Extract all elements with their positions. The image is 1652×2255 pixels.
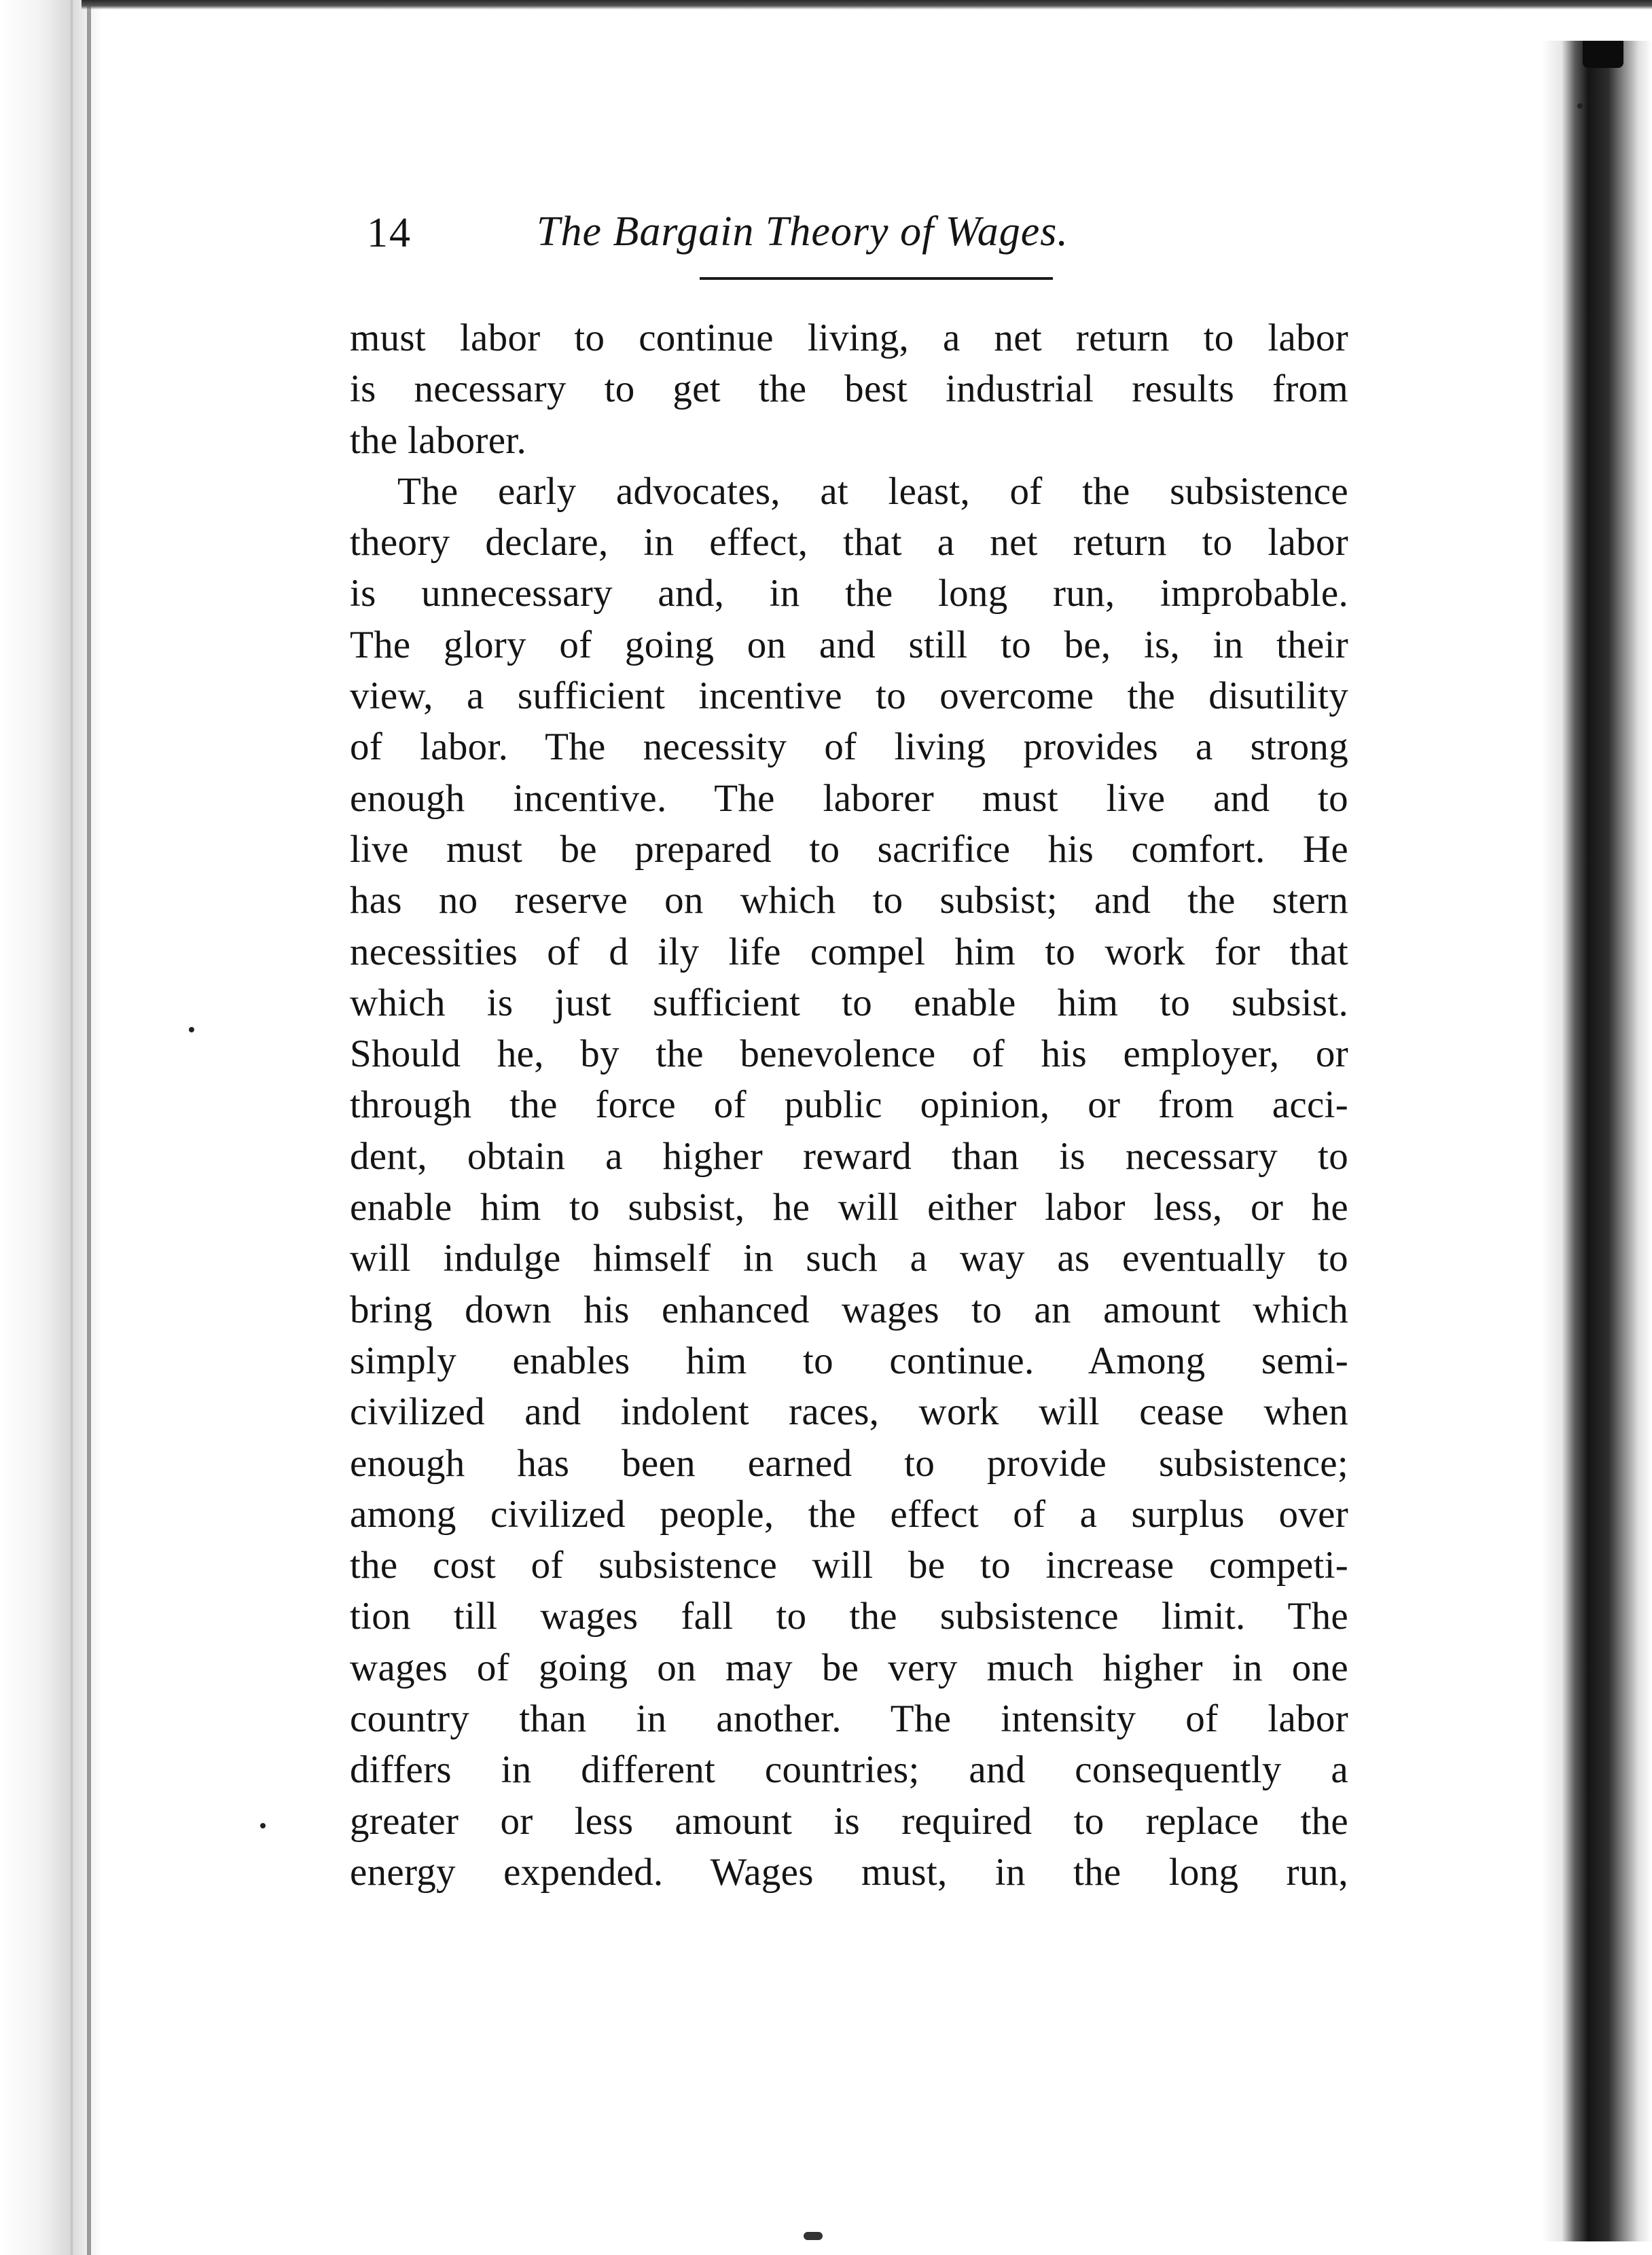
text-line: the cost of subsistence will be to increase competi- [350, 1544, 1348, 1587]
scan-top-edge [82, 0, 1652, 10]
scan-speck [1577, 103, 1583, 109]
body-text [350, 312, 1348, 1898]
text-line: tion till wages fall to the subsistence limit. The [350, 1595, 1348, 1638]
text-line: live must be prepared to sacrifice his comfort. He [350, 827, 1348, 871]
text-line: enough incentive. The laborer must live and to [350, 776, 1348, 820]
text-line: energy expended. Wages must, in the long run, [350, 1850, 1348, 1894]
text-line: which is just sufficient to enable him to subsist. [350, 981, 1348, 1024]
text-line: enable him to subsist, he will either labor less, or he [350, 1186, 1348, 1229]
text-line: is necessary to get the best industrial results from [350, 367, 1348, 411]
book-binding-shadow [0, 0, 102, 2255]
page-edge-shadow [1542, 41, 1652, 2241]
text-line: enough has been earned to provide subsistence; [350, 1441, 1348, 1485]
text-line: theory declare, in effect, that a net return to labor [350, 521, 1348, 564]
text-line: The early advocates, at least, of the subsistence [397, 469, 1348, 513]
text-line: of labor. The necessity of living provides a strong [350, 725, 1348, 769]
text-line: wages of going on may be very much higher in one [350, 1646, 1348, 1689]
text-line: dent, obtain a higher reward than is necessary to [350, 1134, 1348, 1178]
text-line: is unnecessary and, in the long run, improbable. [350, 572, 1348, 615]
text-line: civilized and indolent races, work will cease when [350, 1390, 1348, 1434]
text-line: will indulge himself in such a way as eventually to [350, 1237, 1348, 1280]
text-line: has no reserve on which to subsist; and the stern [350, 879, 1348, 922]
text-line: view, a sufficient incentive to overcome the disutility [350, 674, 1348, 718]
text-line: greater or less amount is required to replace the [350, 1799, 1348, 1843]
text-line: necessities of d ily life compel him to work for that [350, 930, 1348, 973]
text-line: country than in another. The intensity of labor [350, 1697, 1348, 1741]
scan-speck [189, 1027, 194, 1032]
text-line: simply enables him to continue. Among semi- [350, 1339, 1348, 1382]
text-line: differs in different countries; and consequently a [350, 1748, 1348, 1792]
scan-bottom-mark [804, 2232, 823, 2240]
text-line: bring down his enhanced wages to an amount which [350, 1288, 1348, 1331]
text-line: The glory of going on and still to be, is, in their [350, 623, 1348, 666]
text-line: Should he, by the benevolence of his employer, or [350, 1032, 1348, 1076]
text-line: must labor to continue living, a net return to labor [350, 317, 1348, 359]
running-title: The Bargain Theory of Wages. [537, 209, 1069, 255]
page-header [340, 204, 1345, 265]
page-edge-corner [1583, 41, 1623, 68]
text-line: through the force of public opinion, or from acci- [350, 1083, 1348, 1127]
scan-speck [260, 1823, 266, 1828]
header-rule [700, 277, 1053, 280]
page-number: 14 [367, 210, 412, 256]
text-line: the laborer. [350, 418, 526, 462]
text-line: among civilized people, the effect of a surplus over [350, 1492, 1348, 1536]
